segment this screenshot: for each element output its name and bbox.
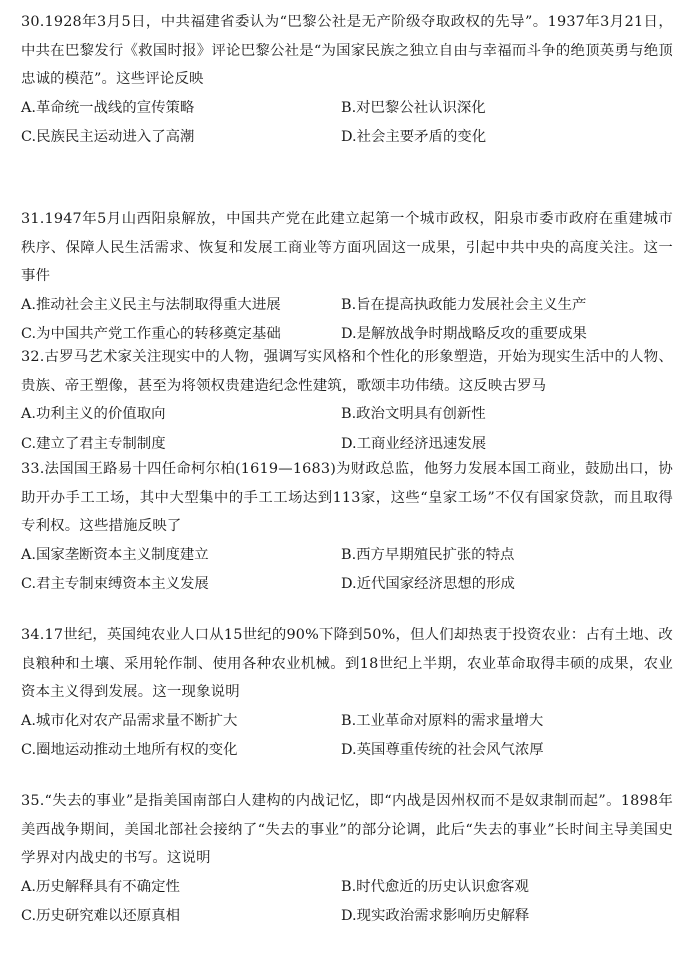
option-a: A.城市化对农产品需求量不断扩大 (21, 712, 238, 729)
question-stem: 30.1928年3月5日，中共福建省委认为“巴黎公社是无产阶级夺取政权的先导”。1937年3月21日，中共在巴黎发行《救国时报》评论巴黎公社是“为国家民族之独立自由与幸福而斗争的绝顶英勇与绝顶忠诚的模范”。这些评论反映 (21, 14, 673, 87)
option-d: D.是解放战争时期战略反攻的重要成果 (341, 326, 587, 342)
option-d: D.社会主要矛盾的变化 (341, 129, 487, 145)
options-grid (21, 291, 673, 350)
option-b: B.时代愈近的历史认识愈客观 (341, 878, 529, 895)
option-d: D.工商业经济迅速发展 (341, 435, 487, 452)
option-c: C.君主专制束缚资本主义发展 (21, 576, 209, 592)
question-30 (21, 8, 673, 153)
options-grid (21, 707, 673, 766)
question-stem: 34.17世纪，英国纯农业人口从15世纪的90%下降到50%，但人们却热衷于投资农业：占有土地、改良粮种和土壤、采用轮作制、使用各种农业机械。到18世纪上半期，农业革命取得丰硕的成果，农业资本主义得到发展。这一现象说明 (21, 627, 673, 700)
options-grid (21, 94, 673, 153)
question-stem: 35.“失去的事业”是指美国南部白人建构的内战记忆，即“内战是因州权而不是奴隶制而起”。1898年美西战争期间，美国北部社会接纳了“失去的事业”的部分论调，此后“失去的事业”长时间主导美国史学界对内战史的书写。这说明 (21, 793, 673, 866)
option-a: A.革命统一战线的宣传策略 (21, 99, 195, 116)
question-35 (21, 787, 673, 932)
option-c: C.建立了君主专制制度 (21, 435, 166, 452)
question-stem: 32.古罗马艺术家关注现实中的人物，强调写实风格和个性化的形象塑造，开始为现实生活中的人物、贵族、帝王塑像，甚至为将领权贵建造纪念性建筑，歌颂丰功伟绩。这反映古罗马 (21, 349, 673, 394)
question-33 (21, 455, 673, 600)
option-b: B.对巴黎公社认识深化 (341, 99, 486, 116)
option-c: C.民族民主运动进入了高潮 (21, 129, 195, 145)
options-grid (21, 400, 673, 459)
option-c: C.为中国共产党工作重心的转移奠定基础 (21, 326, 281, 342)
option-c: C.历史研究难以还原真相 (21, 908, 180, 924)
question-34 (21, 621, 673, 766)
question-stem: 33.法国国王路易十四任命柯尔柏(1619—1683)为财政总监，他努力发展本国工商业，鼓励出口，协助开办手工工场，其中大型集中的手工工场达到113家，这些“皇家工场”不仅有国家贷款，而且取得专利权。这些措施反映了 (21, 461, 673, 534)
option-a: A.功利主义的价值取向 (21, 406, 166, 422)
option-d: D.现实政治需求影响历史解释 (341, 908, 530, 924)
question-31 (21, 205, 673, 350)
options-grid (21, 873, 673, 932)
option-b: B.工业革命对原料的需求量增大 (341, 712, 544, 729)
option-b: B.西方早期殖民扩张的特点 (341, 546, 515, 563)
option-d: D.近代国家经济思想的形成 (341, 576, 515, 592)
option-a: A.国家垄断资本主义制度建立 (21, 546, 209, 563)
option-d: D.英国尊重传统的社会风气浓厚 (341, 742, 544, 758)
option-b: B.政治文明具有创新性 (341, 406, 486, 422)
option-c: C.圈地运动推动土地所有权的变化 (21, 742, 238, 758)
option-a: A.历史解释具有不确定性 (21, 878, 180, 895)
question-stem: 31.1947年5月山西阳泉解放，中国共产党在此建立起第一个城市政权，阳泉市委市政府在重建城市秩序、保障人民生活需求、恢复和发展工商业等方面巩固这一成果，引起中共中央的高度关注。这一事件 (21, 211, 673, 284)
option-b: B.旨在提高执政能力发展社会主义生产 (341, 296, 587, 313)
options-grid (21, 541, 673, 600)
option-a: A.推动社会主义民主与法制取得重大进展 (21, 296, 281, 313)
question-32 (21, 343, 673, 459)
